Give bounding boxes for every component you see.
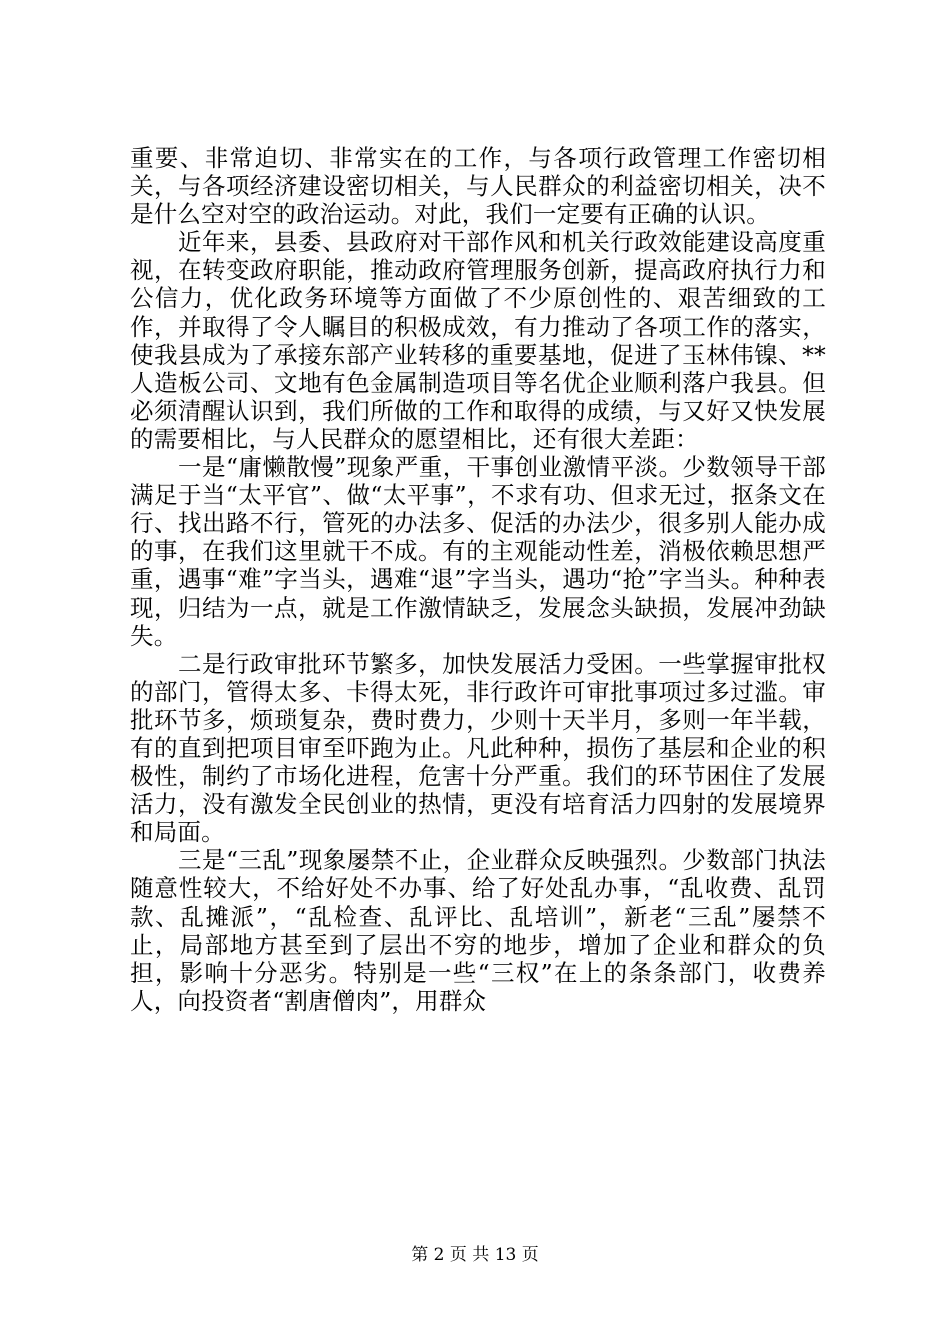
document-body — [130, 144, 826, 1015]
paragraph-continuation: 重要、非常迫切、非常实在的工作，与各项行政管理工作密切相关，与各项经济建设密切相关，与人民群众的利益密切相关，决不是什么空对空的政治运动。对此，我们一定要有正确的认识。 — [130, 144, 826, 229]
paragraph-recent-years: 近年来，县委、县政府对干部作风和机关行政效能建设高度重视，在转变政府职能，推动政府管理服务创新，提高政府执行力和公信力，优化政务环境等方面做了不少原创性的、艰苦细致的工作，并取得了令人瞩目的积极成效，有力推动了各项工作的落实，使我县成为了承接东部产业转移的重要基地，促进了玉林伟镍、**人造板公司、文地有色金属制造项目等名优企业顺利落户我县。但必须清醒认识到，我们所做的工作和取得的成绩，与又好又快发展的需要相比，与人民群众的愿望相比，还有很大差距： — [130, 228, 826, 453]
page-number-footer: 第 2 页 共 13 页 — [411, 1245, 539, 1265]
paragraph-point-two: 二是行政审批环节繁多，加快发展活力受困。一些掌握审批权的部门，管得太多、卡得太死，非行政许可审批事项过多过滥。审批环节多，烦琐复杂，费时费力，少则十天半月，多则一年半载，有的直到把项目审至吓跑为止。凡此种种，损伤了基层和企业的积极性，制约了市场化进程，危害十分严重。我们的环节困住了发展活力，没有激发全民创业的热情，更没有培育活力四射的发展境界和局面。 — [130, 649, 826, 847]
paragraph-point-three: 三是“三乱”现象屡禁不止，企业群众反映强烈。少数部门执法随意性较大，不给好处不办事、给了好处乱办事，“乱收费、乱罚款、乱摊派”，“乱检查、乱评比、乱培训”，新老“三乱”屡禁不止，局部地方甚至到了层出不穷的地步，增加了企业和群众的负担，影响十分恶劣。特别是一些“三权”在上的条条部门，收费养人，向投资者“割唐僧肉”，用群众 — [130, 846, 826, 1015]
paragraph-point-one: 一是“庸懒散慢”现象严重，干事创业激情平淡。少数领导干部满足于当“太平官”、做“太平事”，不求有功、但求无过，抠条文在行、找出路不行，管死的办法多、促活的办法少，很多别人能办成的事，在我们这里就干不成。有的主观能动性差，消极依赖思想严重，遇事“难”字当头，遇难“退”字当头，遇功“抢”字当头。种种表现，归结为一点，就是工作激情缺乏，发展念头缺损，发展冲劲缺失。 — [130, 453, 826, 650]
